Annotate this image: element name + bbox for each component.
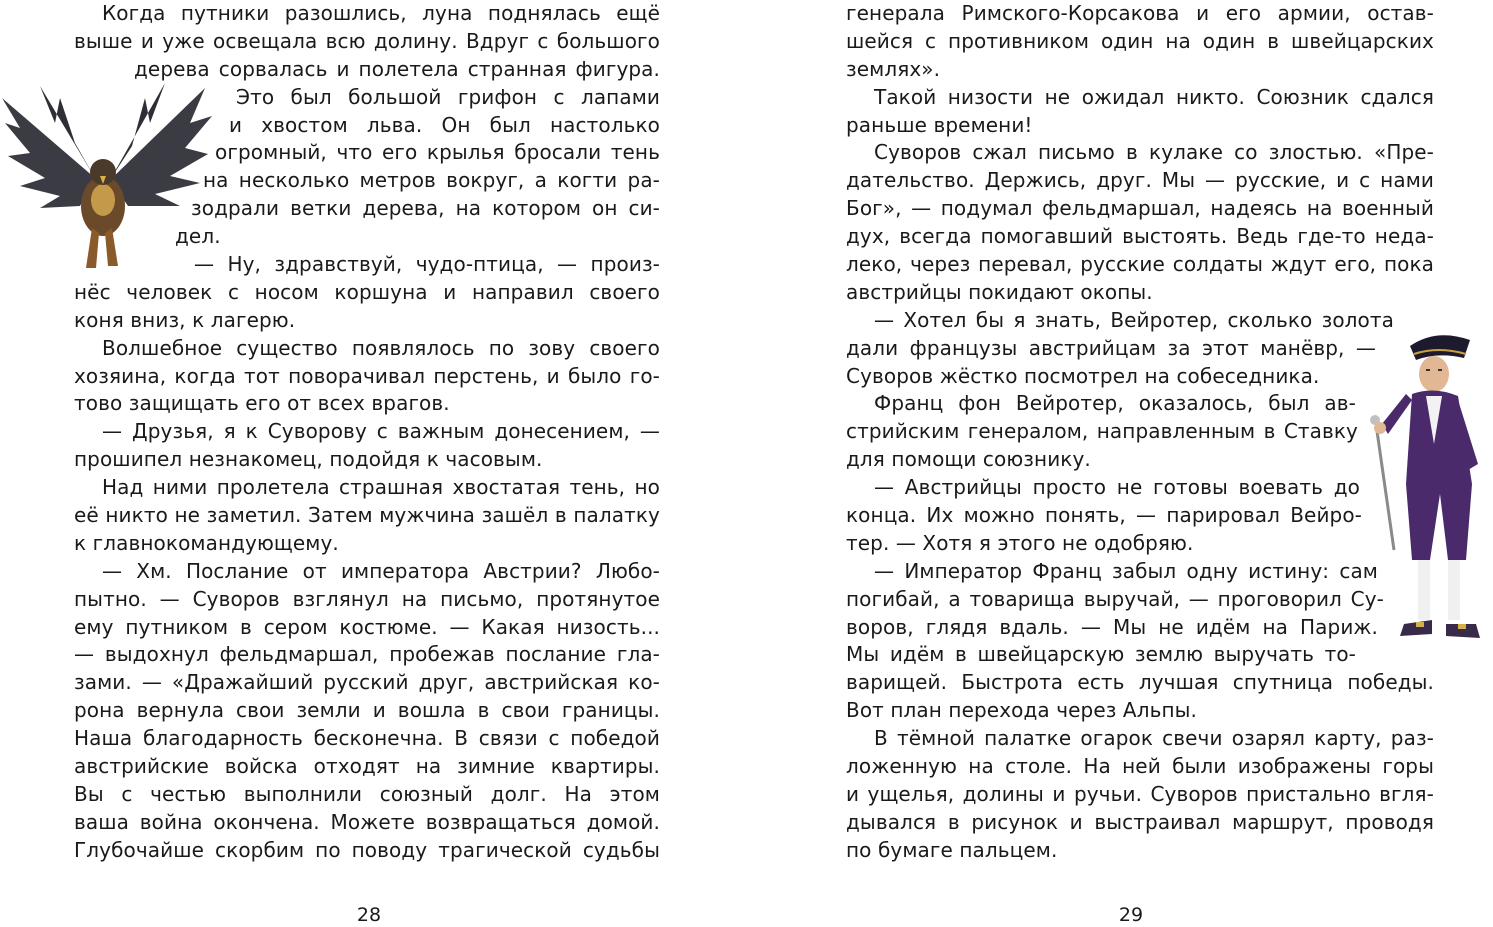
- text-line: Мы идём в швейцарскую землю выручать то-: [846, 642, 1356, 667]
- text-line: к главнокомандующему.: [74, 530, 339, 555]
- text-line: Суворов сжал письмо в кулаке со злостью. «Пре-: [874, 140, 1434, 165]
- text-line: ваша война окончена. Можете возвращаться домой.: [74, 809, 660, 834]
- text-line: нёс человек с носом коршуна и направил своего: [74, 279, 660, 304]
- text-line: австрийцы покидают окопы.: [846, 279, 1153, 304]
- text-line: варищей. Быстрота есть лучшая спутница победы.: [846, 670, 1434, 695]
- text-line: дали французы австрийцам за этот манёвр, —: [846, 335, 1376, 360]
- text-line: землях».: [846, 56, 941, 81]
- text-line: Когда путники разошлись, луна поднялась ещё: [102, 1, 660, 25]
- text-line: Наша благодарность бесконечна. В связи с победой: [74, 726, 660, 751]
- text-line: дух, всегда помогавший выстоять. Ведь где-то неда-: [846, 224, 1434, 249]
- text-line: Над ними пролетела страшная хвостатая тень, но: [102, 475, 660, 500]
- text-line: и ущелья, долины и ручьи. Суворов пристально вгля-: [846, 781, 1434, 806]
- text-line: дерева сорвалась и полетела странная фигура.: [134, 56, 660, 81]
- left-page: [0, 0, 746, 927]
- text-line: генерала Римского-Корсакова и его армии, остав-: [846, 1, 1434, 25]
- text-line: её никто не заметил. Затем мужчина зашёл в палатку: [74, 503, 660, 528]
- page-number: 28: [356, 904, 382, 926]
- text-line: В тёмной палатке огарок свечи озарял карту, раз-: [874, 726, 1434, 751]
- text-line: Франц фон Вейротер, оказалось, был ав-: [874, 391, 1356, 416]
- text-line: — Император Франц забыл одну истину: сам: [874, 558, 1378, 583]
- text-line: тер. — Хотя я этого не одобряю.: [846, 530, 1194, 555]
- text-line: и хвостом льва. Он был настолько: [229, 112, 660, 137]
- text-line: Это был большой грифон с лапами: [236, 84, 660, 109]
- text-line: ложенную на столе. На ней были изображены горы: [846, 754, 1434, 779]
- text-line: раньше времени!: [846, 112, 1033, 137]
- officer-illustration: [1368, 324, 1493, 660]
- text-line: тово защищать его от всех врагов.: [74, 391, 450, 416]
- text-line: зодрали ветки дерева, на котором он си-: [191, 196, 660, 221]
- text-line: зами. — «Дражайший русский друг, австрийская ко-: [74, 670, 660, 695]
- text-line: Вот план перехода через Альпы.: [846, 698, 1197, 723]
- right-page-text: [846, 0, 1434, 865]
- text-line: на несколько метров вокруг, а когти ра-: [203, 168, 660, 193]
- text-line: Бог», — подумал фельдмаршал, надеясь на военный: [846, 196, 1434, 221]
- text-line: ему путником в сером костюме. — Какая низость...: [74, 614, 660, 639]
- text-line: хозяина, когда тот поворачивал перстень, и было го-: [74, 363, 660, 388]
- text-line: дел.: [175, 224, 221, 249]
- text-line: Глубочайше скорбим по поводу трагической судьбы: [74, 837, 660, 862]
- text-line: Суворов жёстко посмотрел на собеседника.: [846, 363, 1320, 388]
- text-line: пытно. — Суворов взглянул на письмо, протянутое: [74, 586, 660, 611]
- text-line: для помощи союзнику.: [846, 447, 1091, 472]
- text-line: огромный, что его крылья бросали тень: [215, 140, 660, 165]
- text-line: — Друзья, я к Суворову с важным донесением, —: [102, 419, 660, 444]
- text-line: стрийским генералом, направленным в Ставку: [846, 419, 1358, 444]
- text-line: шейся с противником один на один в швейцарских: [846, 28, 1434, 53]
- page-number: 29: [1118, 904, 1144, 926]
- text-line: дательство. Держись, друг. Мы — русские, и с нами: [846, 168, 1434, 193]
- text-line: Волшебное существо появлялось по зову своего: [102, 335, 660, 360]
- text-line: конца. Их можно понять, — парировал Вейро-: [846, 503, 1362, 528]
- text-line: выше и уже освещала всю долину. Вдруг с большого: [74, 28, 660, 53]
- text-line: дывался в рисунок и выстраивал маршрут, проводя: [846, 809, 1434, 834]
- text-line: прошипел незнакомец, подойдя к часовым.: [74, 447, 543, 472]
- text-line: — выдохнул фельдмаршал, пробежав послание гла-: [74, 642, 660, 667]
- right-page: [746, 0, 1493, 927]
- text-line: рона вернула свои земли и вошла в свои границы.: [74, 698, 660, 723]
- text-line: леко, через перевал, русские солдаты ждут его, пока: [846, 252, 1434, 277]
- text-line: погибай, а товарища выручай, — проговорил Су-: [846, 586, 1384, 611]
- text-line: — Хм. Послание от императора Австрии? Любо-: [102, 558, 660, 583]
- text-line: Такой низости не ожидал никто. Союзник сдался: [874, 84, 1434, 109]
- text-line: коня вниз, к лагерю.: [74, 307, 296, 332]
- text-line: — Австрийцы просто не готовы воевать до: [874, 475, 1360, 500]
- text-line: австрийские войска отходят на зимние квартиры.: [74, 754, 660, 779]
- left-page-text: [74, 0, 660, 865]
- text-line: воров, глядя вдаль. — Мы не идём на Париж.: [846, 614, 1378, 639]
- text-line: — Ну, здравствуй, чудо-птица, — произ-: [194, 252, 660, 277]
- text-line: по бумаге пальцем.: [846, 837, 1058, 862]
- text-line: Вы с честью выполнили союзный долг. На этом: [74, 781, 660, 806]
- text-line: — Хотел бы я знать, Вейротер, сколько золота: [874, 307, 1394, 332]
